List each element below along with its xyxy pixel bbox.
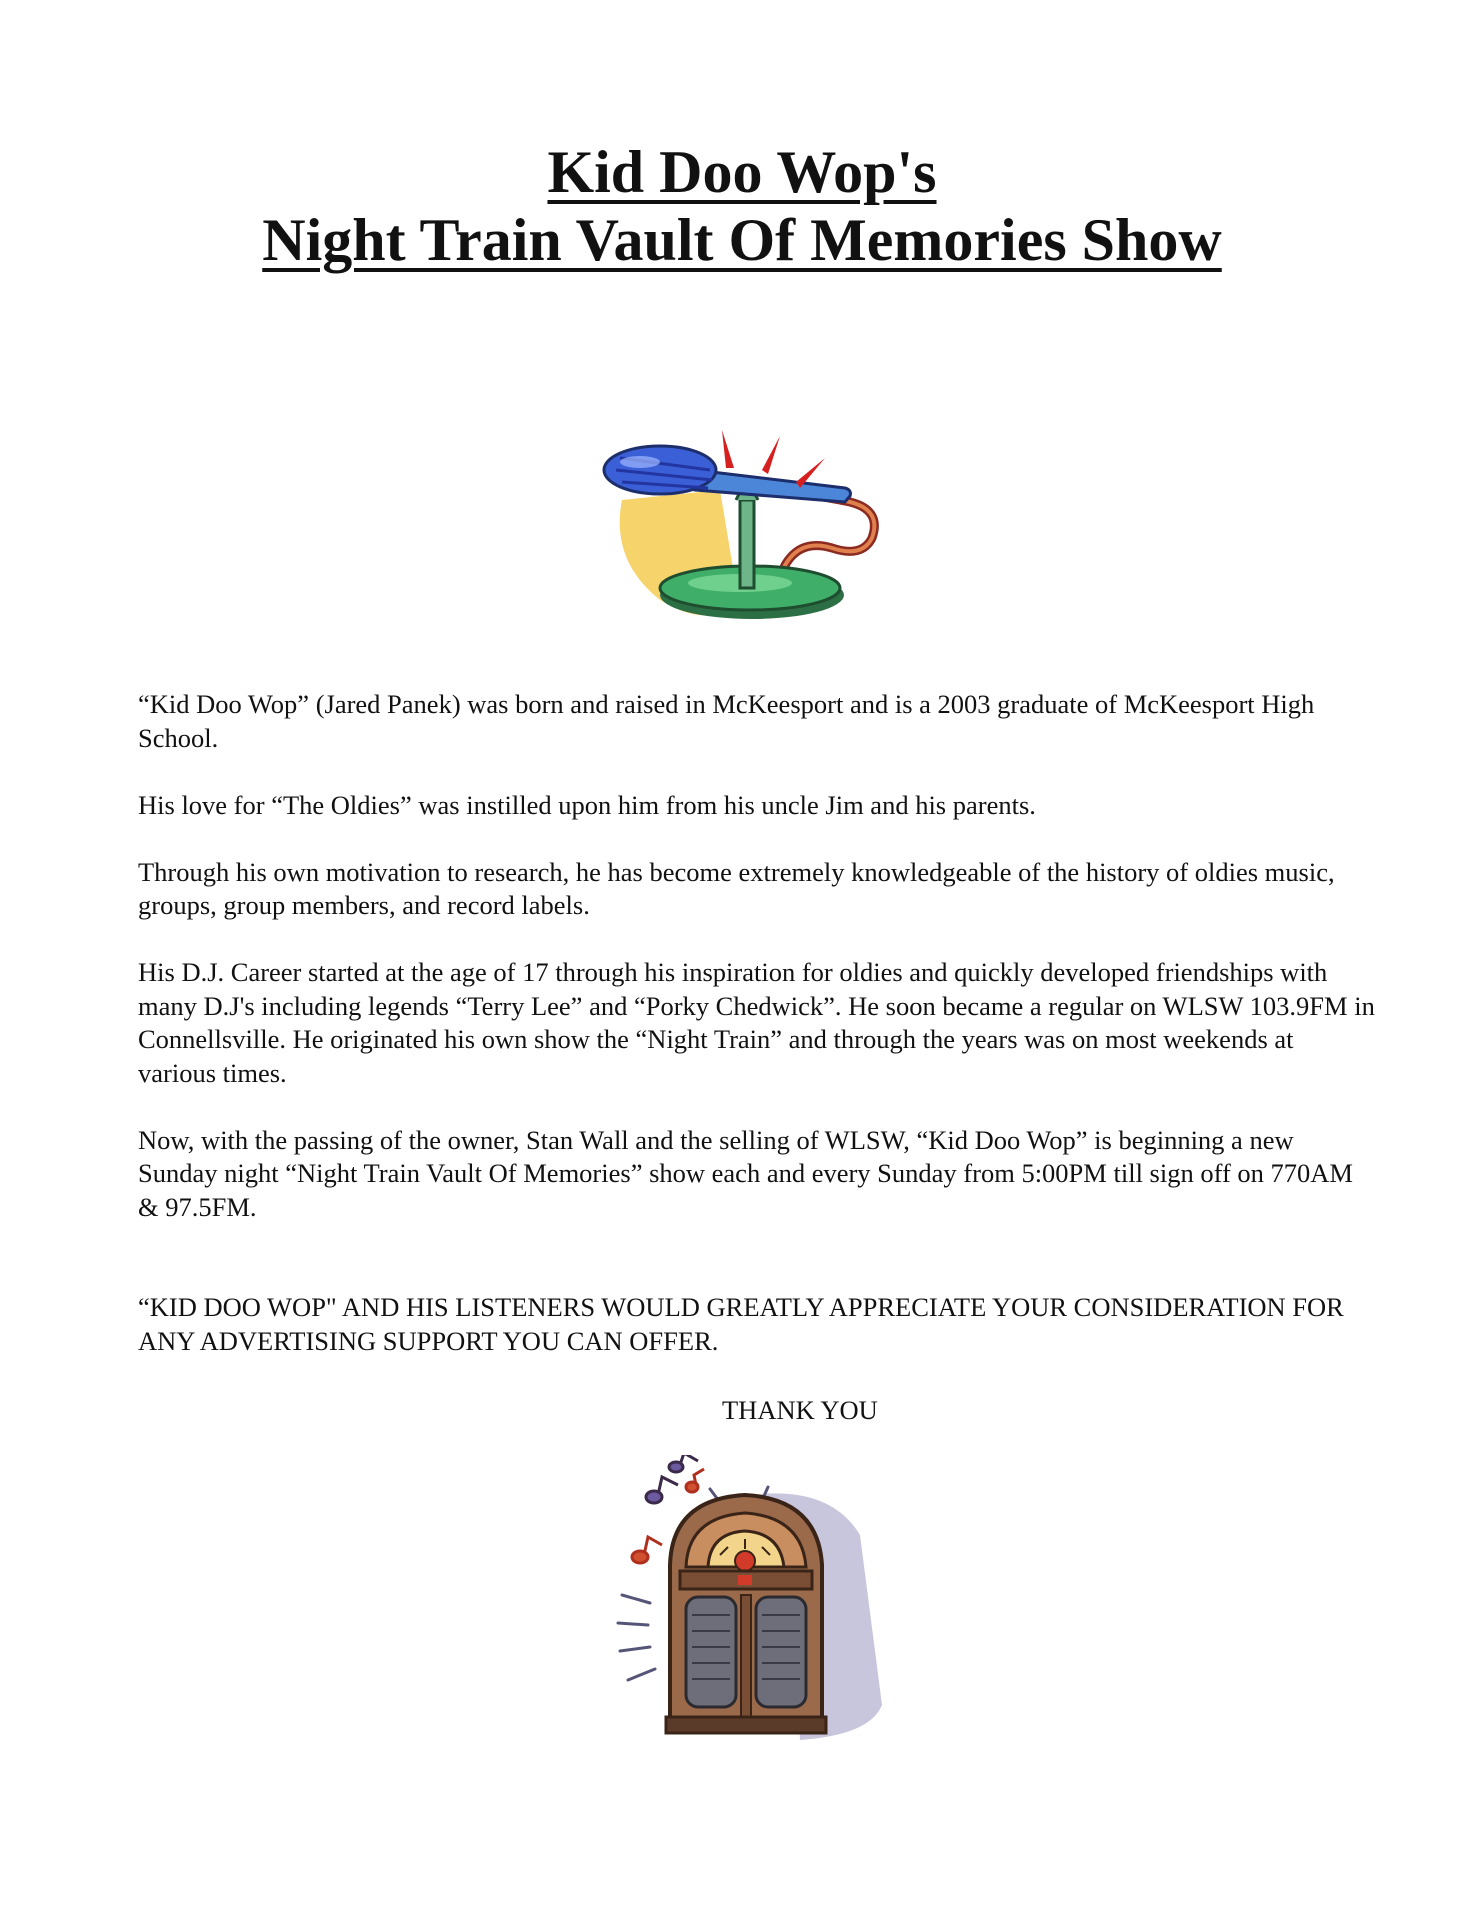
closing-appeal: “KID DOO WOP" AND HIS LISTENERS WOULD GREATLY APPRECIATE YOUR CONSIDERATION FOR ANY ADVERTISING SUPPORT YOU CAN OFFER.: [138, 1292, 1344, 1356]
body-text: [138, 688, 1378, 1392]
mic-stand: [740, 500, 754, 588]
title-line-1: Kid Doo Wop's: [547, 139, 937, 205]
speaker-grille-right: [756, 1597, 806, 1707]
title-line-2: Night Train Vault Of Memories Show: [262, 207, 1222, 273]
paragraph-love: His love for “The Oldies” was instilled upon him from his uncle Jim and his parents.: [138, 789, 1036, 820]
sound-mark-1: [722, 430, 734, 468]
speaker-grille-left: [686, 1597, 736, 1707]
jukebox-clipart: [600, 1455, 885, 1745]
microphone-clipart: [600, 430, 890, 620]
thank-you: THANK YOU: [722, 1395, 878, 1425]
paragraph-career: His D.J. Career started at the age of 17 through his inspiration for oldies and quickly developed friendships with many D.J's including legends “Terry Lee” and “Porky Chedwick”. He soon became a regular on WLSW 103.9FM in Connellsville. He originated his own show the “Night Train” and through the years was on most weekends at various times.: [138, 957, 1375, 1088]
paragraph-new-show: Now, with the passing of the owner, Stan Wall and the selling of WLSW, “Kid Doo Wop” is beginning a new Sunday night “Night Train Vault Of Memories” show each and every Sunday from 5:00PM till sign off on 770AM & 97.5FM.: [138, 1124, 1353, 1222]
sound-mark-2: [762, 436, 780, 474]
paragraph-intro: “Kid Doo Wop” (Jared Panek) was born and raised in McKeesport and is a 2003 graduate of McKeesport High School.: [138, 689, 1315, 753]
page-title: [0, 138, 1484, 274]
paragraph-research: Through his own motivation to research, he has become extremely knowledgeable of the history of oldies music, groups, group members, and record labels.: [138, 856, 1335, 920]
